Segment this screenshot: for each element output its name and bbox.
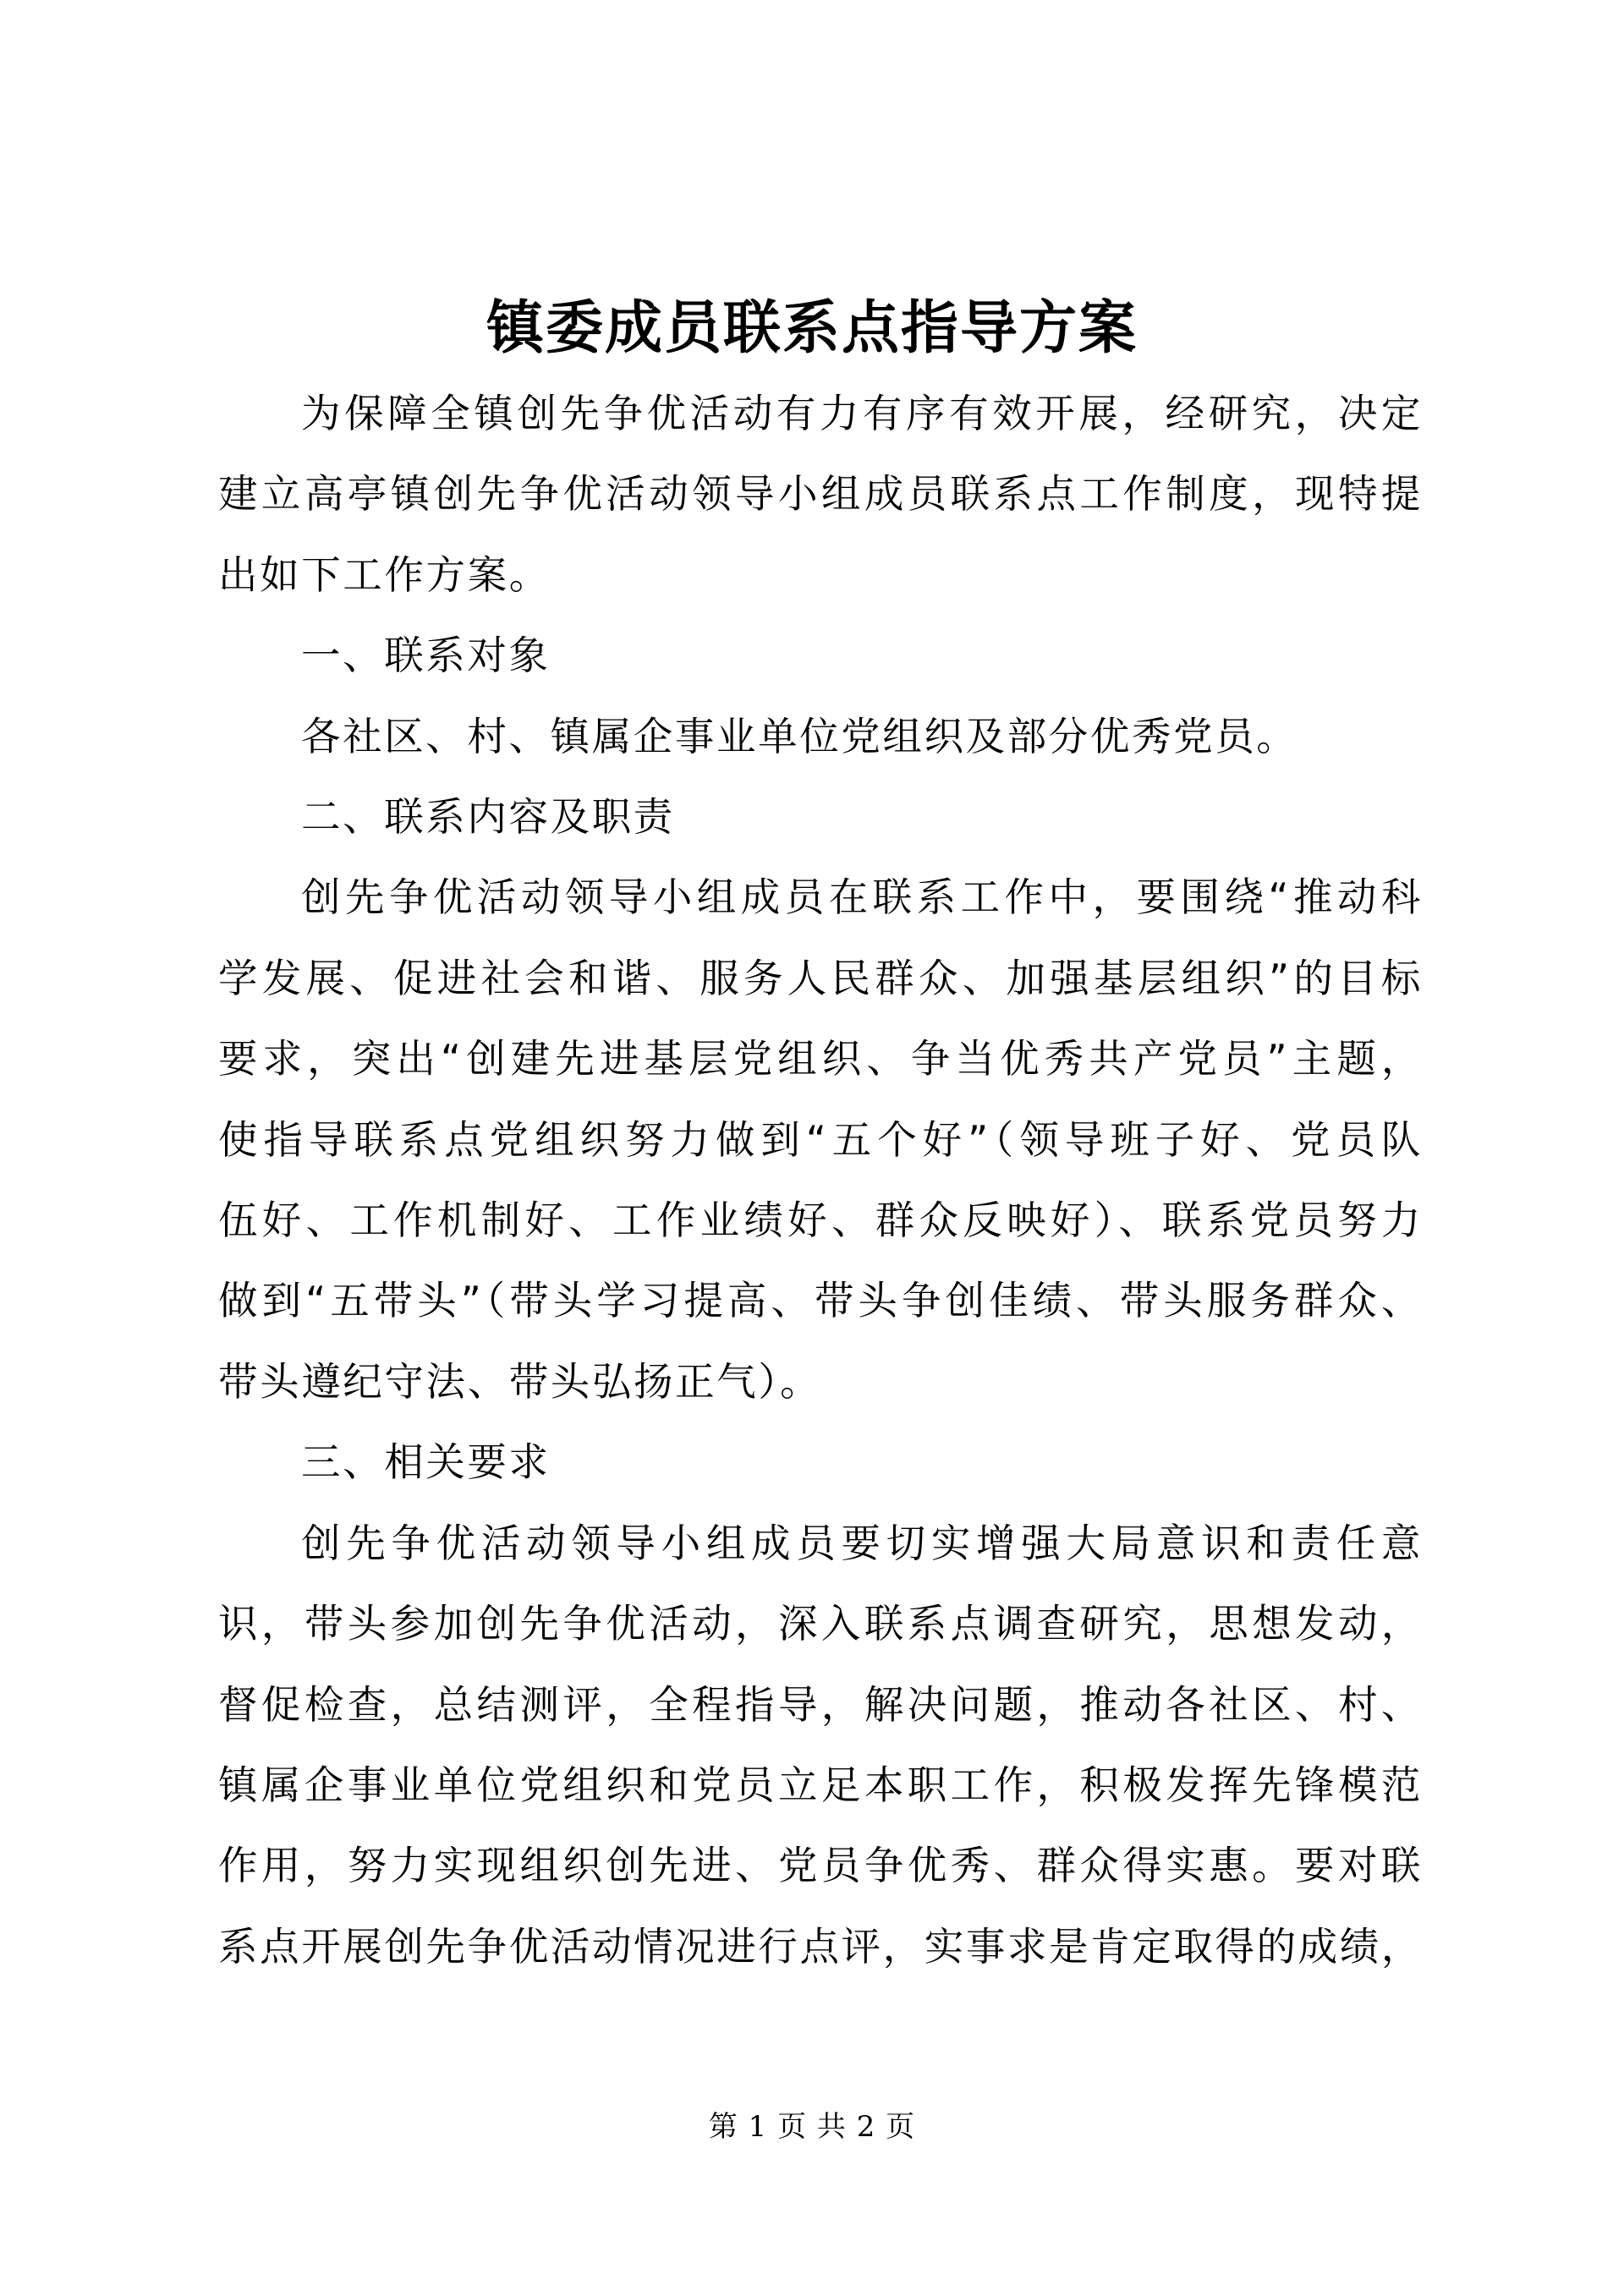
document-body: [218, 374, 1423, 1987]
text-line: 带头遵纪守法、带头弘扬正气）。: [218, 1358, 822, 1405]
heading-text: 二、联系内容及职责: [301, 794, 675, 841]
text-line: 伍好、工作机制好、工作业绩好、群众反映好）、联系党员努力: [218, 1197, 1423, 1244]
text-line: 为保障全镇创先争优活动有力有序有效开展，经研究，决定: [301, 391, 1423, 436]
page-indicator: 第 1 页 共 2 页: [708, 2110, 916, 2144]
text-line: 创先争优活动领导小组成员在联系工作中，要围绕“推动科: [301, 874, 1423, 921]
section-heading-3: [218, 1422, 1423, 1503]
text-line: 建立高亭镇创先争优活动领导小组成员联系点工作制度，现特提: [218, 471, 1423, 518]
text-line: 系点开展创先争优活动情况进行点评，实事求是肯定取得的成绩，: [218, 1923, 1423, 1970]
text-line: 创先争优活动领导小组成员要切实增强大局意识和责任意: [301, 1520, 1423, 1566]
text-line: 出如下工作方案。: [218, 551, 551, 598]
text-line: 督促检查，总结测评，全程指导，解决问题，推动各社区、村、: [218, 1681, 1423, 1728]
paragraph-requirements: [218, 1504, 1423, 1987]
text-line: 识，带头参加创先争优活动，深入联系点调查研究，思想发动，: [218, 1601, 1423, 1647]
paragraph-intro: [218, 374, 1423, 616]
document-title: 镇委成员联系点指导方案: [486, 294, 1138, 362]
text-line: 镇属企事业单位党组织和党员立足本职工作，积极发挥先锋模范: [218, 1762, 1423, 1808]
text-line: 要求，突出“创建先进基层党组织、争当优秀共产党员”主题，: [218, 1036, 1423, 1082]
paragraph-contact-targets: [218, 697, 1423, 777]
heading-text: 三、相关要求: [301, 1439, 551, 1486]
section-heading-1: [218, 616, 1423, 696]
text-line: 使指导联系点党组织努力做到“五个好”（领导班子好、党员队: [218, 1116, 1423, 1163]
heading-text: 一、联系对象: [301, 633, 551, 679]
text-line: 各社区、村、镇属企事业单位党组织及部分优秀党员。: [301, 713, 1298, 759]
text-line: 作用，努力实现组织创先进、党员争优秀、群众得实惠。要对联: [218, 1843, 1423, 1889]
text-line: 做到“五带头”（带头学习提高、带头争创佳绩、带头服务群众、: [218, 1278, 1423, 1324]
page-footer: [0, 2106, 1624, 2148]
paragraph-contents-duties: [218, 858, 1423, 1422]
section-heading-2: [218, 777, 1423, 858]
text-line: 学发展、促进社会和谐、服务人民群众、加强基层组织”的目标: [218, 955, 1423, 1001]
